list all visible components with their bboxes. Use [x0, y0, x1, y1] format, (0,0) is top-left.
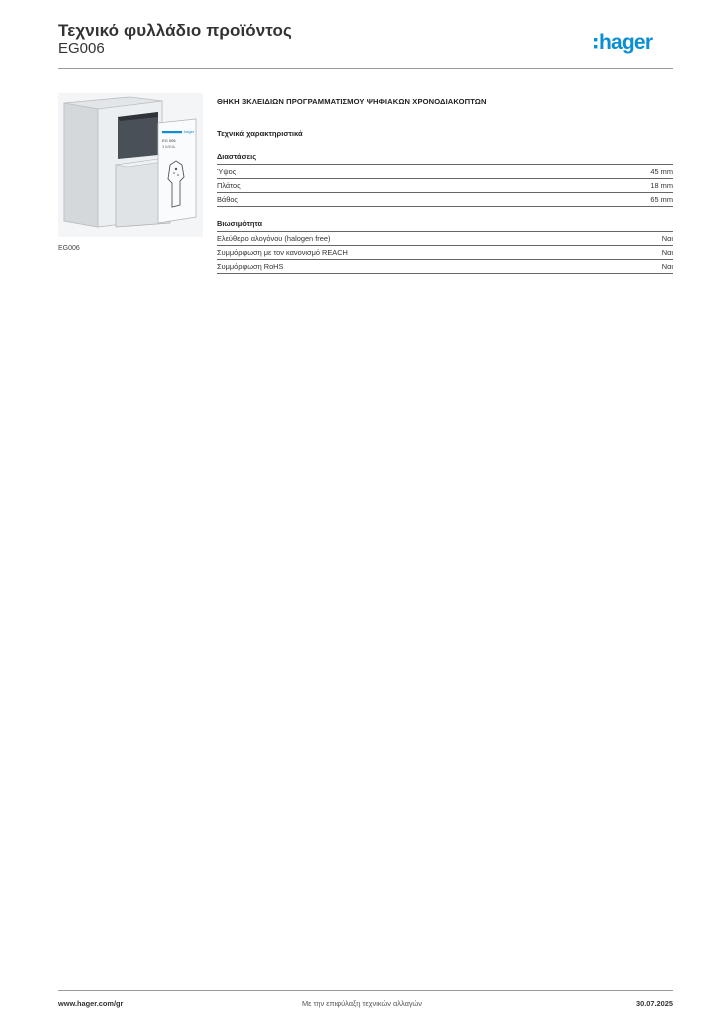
footer-website-link[interactable]: www.hager.com/gr	[58, 999, 124, 1008]
product-description: ΘΗΚΗ 3ΚΛΕΙΔΙΩΝ ΠΡΟΓΡΑΜΜΑΤΙΣΜΟΥ ΨΗΦΙΑΚΩΝ ΧΡΟΝΟΔΙΑΚΟΠΤΩΝ	[217, 97, 487, 106]
spec-value: 65 mm	[650, 195, 673, 204]
spec-row	[217, 179, 673, 193]
footer-date: 30.07.2025	[636, 999, 673, 1008]
footer-note: Με την επιφύλαξη τεχνικών αλλαγών	[301, 999, 423, 1008]
spec-group-sustainability	[217, 219, 673, 274]
spec-value: Ναι	[661, 248, 673, 257]
svg-text:3 ΚΛΕΙΔ.: 3 ΚΛΕΙΔ.	[162, 145, 176, 149]
hager-logo	[593, 28, 673, 56]
section-title: Τεχνικά χαρακτηριστικά	[217, 129, 303, 138]
spec-content	[217, 97, 673, 274]
group-title: Διαστάσεις	[217, 152, 673, 165]
spec-value: 45 mm	[650, 167, 673, 176]
spec-label: Συμμόρφωση RoHS	[217, 262, 284, 271]
svg-text:EG 006: EG 006	[162, 138, 176, 143]
spec-label: Συμμόρφωση με τον κανονισμό REACH	[217, 248, 348, 257]
spec-label: Πλάτος	[217, 181, 241, 190]
spec-row	[217, 232, 673, 246]
svg-text:hager: hager	[184, 129, 195, 134]
spec-value: 18 mm	[650, 181, 673, 190]
product-image	[58, 93, 203, 237]
spec-label: Βάθος	[217, 195, 238, 204]
spec-row	[217, 193, 673, 207]
spec-label: Ύψος	[217, 167, 237, 176]
spec-value: Ναι	[661, 262, 673, 271]
spec-row	[217, 165, 673, 179]
logo-text: hager	[599, 31, 653, 54]
document-title: Τεχνικό φυλλάδιο προϊόντος	[58, 21, 292, 40]
spec-row	[217, 260, 673, 274]
spec-group-dimensions	[217, 152, 673, 207]
image-caption: EG006	[58, 245, 80, 252]
header-divider	[58, 68, 673, 69]
footer-divider	[58, 990, 673, 991]
group-title: Βιωσιμότητα	[217, 219, 673, 232]
spec-label: Ελεύθερο αλογόνου (halogen free)	[217, 234, 331, 243]
product-code: EG006	[58, 40, 105, 57]
spec-value: Ναι	[661, 234, 673, 243]
spec-row	[217, 246, 673, 260]
